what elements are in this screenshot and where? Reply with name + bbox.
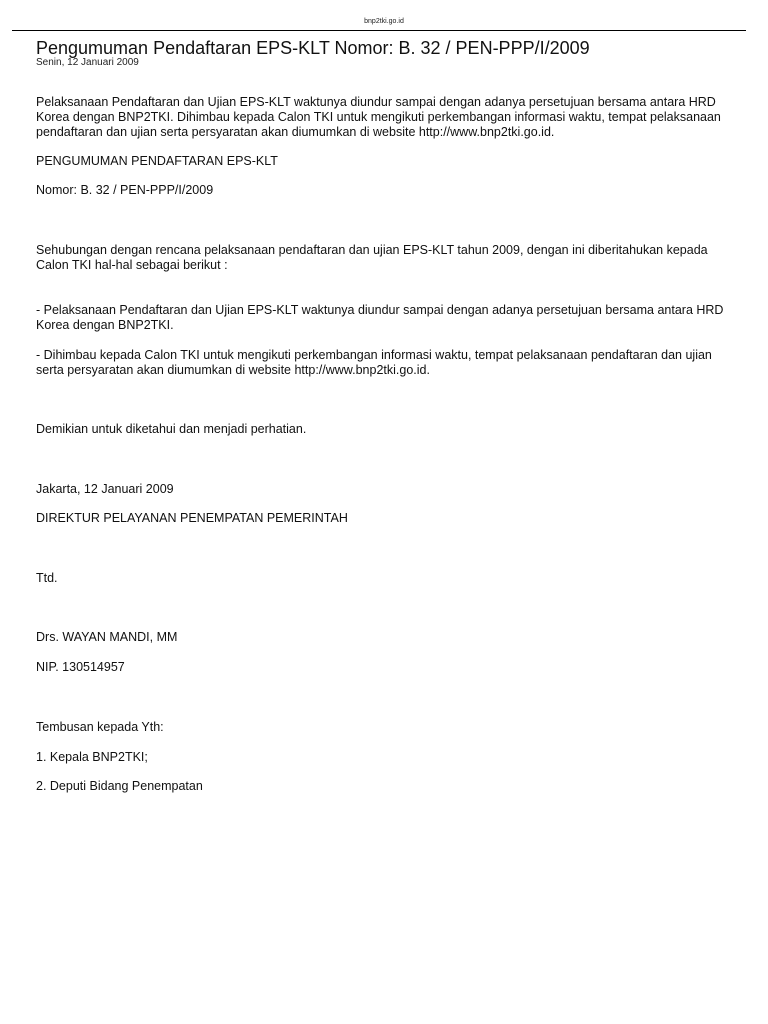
intro-paragraph: Pelaksanaan Pendaftaran dan Ujian EPS-KLT waktunya diundur sampai dengan adanya persetujuan bersama antara HRD Korea dengan BNP2TKI. Dihimbau kepada Calon TKI untuk mengikuti perkembangan informasi waktu, tempat pelaksanaan pendaftaran dan ujian serta persyaratan akan diumumkan di website http://www.bnp2tki.go.id.: [36, 95, 721, 139]
signature-note: Ttd.: [36, 571, 58, 585]
header-divider: [12, 30, 746, 31]
publish-date: Senin, 12 Januari 2009: [36, 57, 139, 68]
signatory-position: DIREKTUR PELAYANAN PENEMPATAN PEMERINTAH: [36, 511, 348, 525]
site-domain-header: bnp2tki.go.id: [364, 18, 404, 25]
cc-label: Tembusan kepada Yth:: [36, 720, 164, 734]
cc-item-1: 1. Kepala BNP2TKI;: [36, 750, 148, 764]
announcement-number: Nomor: B. 32 / PEN-PPP/I/2009: [36, 183, 214, 197]
cc-item-2: 2. Deputi Bidang Penempatan: [36, 779, 203, 793]
opening-paragraph: Sehubungan dengan rencana pelaksanaan pendaftaran dan ujian EPS-KLT tahun 2009, dengan ini diberitahukan kepada Calon TKI hal-hal sebagai berikut :: [36, 243, 708, 272]
point-item-1: - Pelaksanaan Pendaftaran dan Ujian EPS-KLT waktunya diundur sampai dengan adanya persetujuan bersama antara HRD Korea dengan BNP2TKI.: [36, 303, 724, 332]
signatory-name: Drs. WAYAN MANDI, MM: [36, 630, 178, 644]
place-date: Jakarta, 12 Januari 2009: [36, 482, 174, 496]
point-item-2: - Dihimbau kepada Calon TKI untuk mengikuti perkembangan informasi waktu, tempat pelaksanaan pendaftaran dan ujian serta persyaratan akan diumumkan di website http://www.bnp2tki.go.id.: [36, 348, 712, 377]
page-title: Pengumuman Pendaftaran EPS-KLT Nomor: B. 32 / PEN-PPP/I/2009: [36, 38, 590, 58]
announcement-heading: PENGUMUMAN PENDAFTARAN EPS-KLT: [36, 154, 278, 168]
closing-paragraph: Demikian untuk diketahui dan menjadi perhatian.: [36, 422, 307, 436]
signatory-nip: NIP. 130514957: [36, 660, 125, 674]
